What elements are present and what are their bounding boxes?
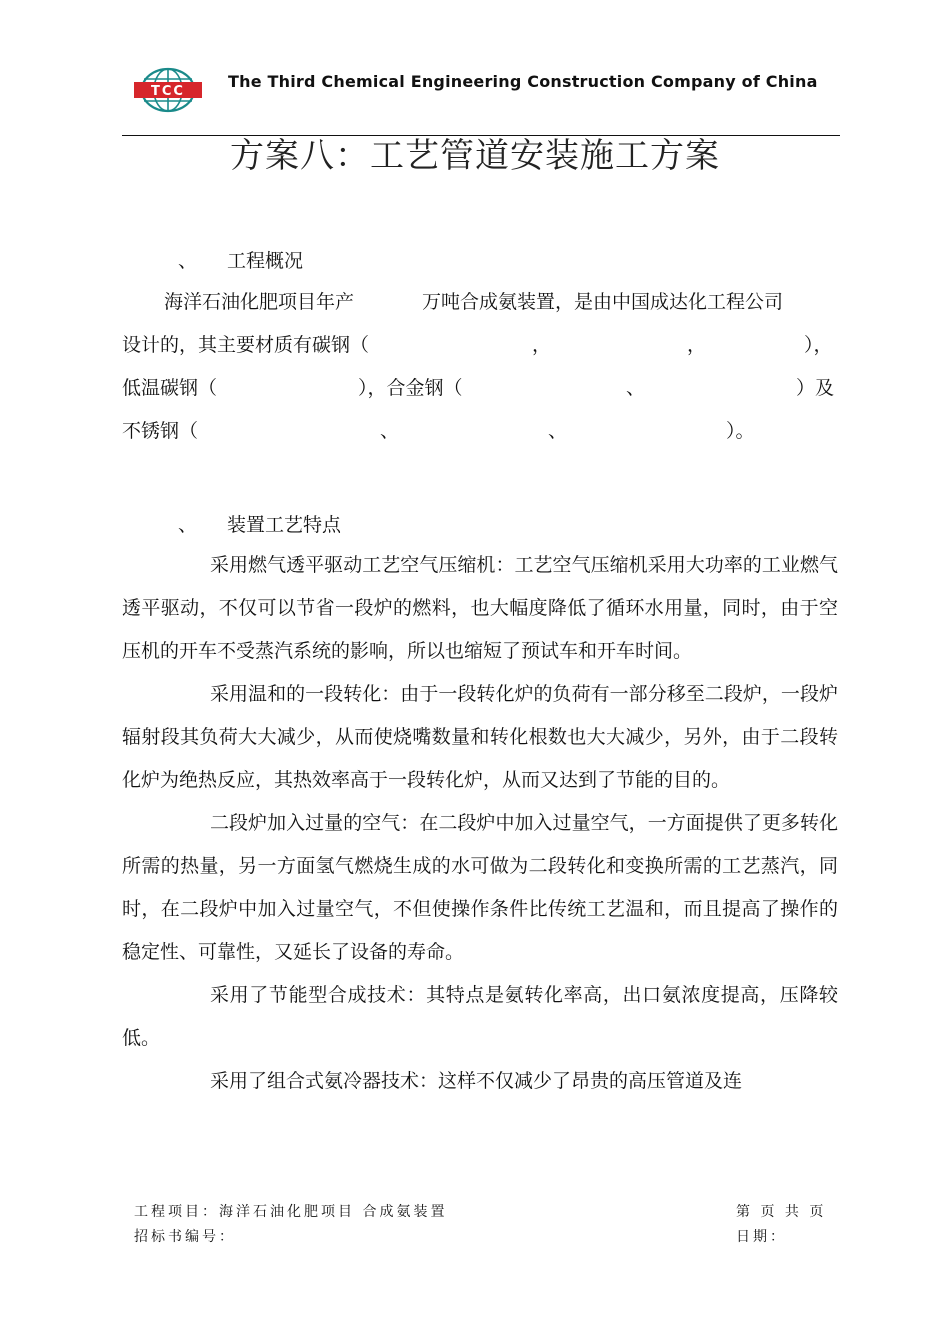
feature-paragraph: 采用了组合式氨冷器技术：这样不仅减少了昂贵的高压管道及连 [210,1070,743,1092]
feature-paragraph: 采用燃气透平驱动工艺空气压缩机：工艺空气压缩机采用大功率的工业燃气透平驱动，不仅可以节省一段炉的燃料，也大幅度降低了循环水用量，同时，由于空压机的开车不受蒸汽系统的影响，所以也缩短了预试车和开车时间。 [122,554,838,662]
footer-project: 工程项目：海洋石油化肥项目 合成氨装置 [134,1204,448,1220]
overview-paragraph [122,281,838,453]
features-body [122,544,838,1103]
footer-page-count: 第 页 共 页 [736,1204,827,1220]
heading-text: 工程概况 [227,250,304,272]
tcc-logo [128,67,208,113]
overview-line: 不锈钢（ 、 、 ）。 [122,420,755,442]
feature-paragraph: 采用了节能型合成技术：其特点是氨转化率高，出口氨浓度提高，压降较低。 [122,984,838,1049]
section-heading-overview [178,246,303,273]
overview-line: 低温碳钢（ ），合金钢（ 、 ）及 [122,377,835,399]
heading-mark: 、 [178,514,198,536]
overview-line: 海洋石油化肥项目年产 万吨合成氨装置，是由中国成达化工程公司 [164,291,784,313]
logo-text: TCC [151,84,185,99]
section-heading-features [178,510,341,537]
footer-date: 日期： [736,1229,787,1245]
heading-mark: 、 [178,250,198,272]
overview-line: 设计的，其主要材质有碳钢（ ， ， ）， [122,334,833,356]
company-name-en: The Third Chemical Engineering Construction Company of China [228,72,818,91]
feature-paragraph: 采用温和的一段转化：由于一段转化炉的负荷有一部分移至二段炉，一段炉辐射段其负荷大大减少，从而使烧嘴数量和转化根数也大大减少，另外，由于二段转化炉为绝热反应，其热效率高于一段转化炉，从而又达到了节能的目的。 [122,683,838,791]
page-title: 方案八：工艺管道安装施工方案 [230,136,720,176]
feature-paragraph: 二段炉加入过量的空气：在二段炉中加入过量空气，一方面提供了更多转化所需的热量，另一方面氢气燃烧生成的水可做为二段转化和变换所需的工艺蒸汽，同时，在二段炉中加入过量空气，不但使操作条件比传统工艺温和，而且提高了操作的稳定性、可靠性，又延长了设备的寿命。 [122,812,838,963]
heading-text: 装置工艺特点 [227,514,342,536]
page-footer [134,1201,834,1251]
footer-bid-number: 招标书编号： [134,1229,236,1245]
